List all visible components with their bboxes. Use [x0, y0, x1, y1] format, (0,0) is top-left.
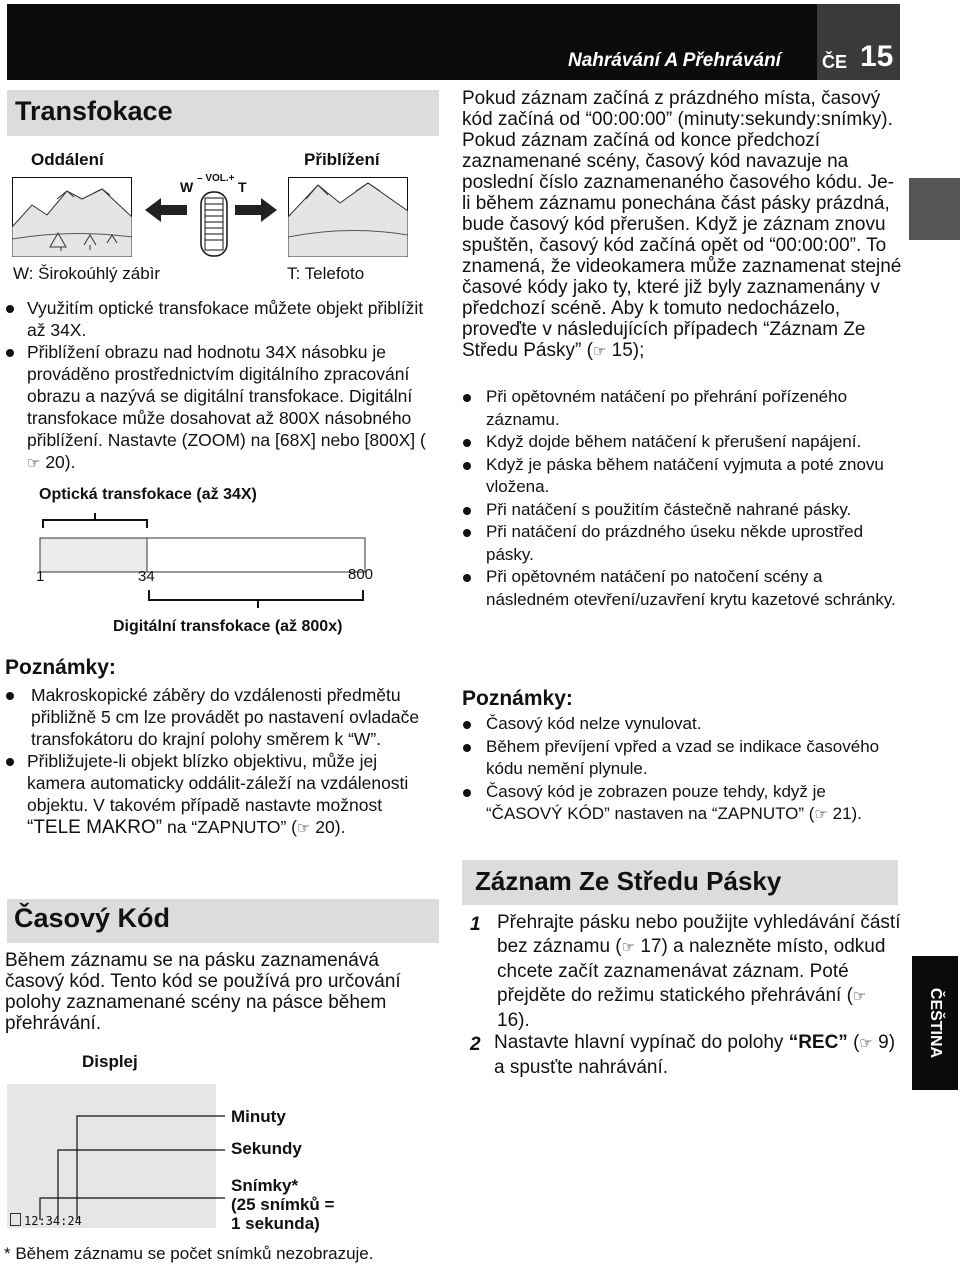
- tick-800: 800: [348, 566, 374, 583]
- notes-list: [5, 684, 435, 840]
- zaznam-heading: Záznam Ze Středu Pásky: [475, 866, 782, 896]
- list-item: Časový kód nelze vynulovat.: [462, 713, 902, 736]
- display-label: Displej: [82, 1052, 138, 1071]
- step-1-number: 1: [470, 914, 481, 935]
- list-item: Když je páska během natáčení vyjmuta a poté znovu vložena.: [462, 454, 902, 499]
- label-zoom-in: Přiblížení: [304, 150, 380, 169]
- arrow-left-icon: [145, 198, 187, 222]
- page-number: 15: [860, 40, 894, 73]
- resume-cases-list: [462, 386, 902, 611]
- list-item: Přibližujete-li objekt blízko objektivu, může jej kamera automaticky oddálit-záleží na vzdálenosti objektu. V takovém případě nastavte možnost “TELE MAKRO” na “ZAPNUTO” (☞ 20).: [5, 750, 435, 840]
- step-2-text: Nastavte hlavní vypínač do polohy “REC” (☞ 9) a spusťte nahrávání.: [494, 1032, 896, 1078]
- list-item: Časový kód je zobrazen pouze tehdy, když je “ČASOVÝ KÓD” nastaven na “ZAPNUTO” (☞ 21).: [462, 781, 902, 827]
- caption-wide: W: Širokoúhlý zábìr: [13, 264, 161, 283]
- arrow-right-icon: [235, 198, 277, 222]
- list-item: Makroskopické záběry do vzdálenosti předmětu přibližně 5 cm lze provádět po nastavení ovladače transfokátoru do krajní polohy směrem k “W”.: [5, 684, 435, 750]
- lever-t-label: T: [238, 179, 247, 195]
- step-1-text: Přehrajte pásku nebo použijte vyhledávání částí bez záznamu (☞ 17) a nalezněte místo, odkud chcete začít zaznamenávat záznam. Poté přejděte do režimu statického přehrávání (☞ 16).: [497, 912, 901, 1031]
- list-item: Při opětovném natáčení po natočení scény a následném otevření/uzavření krytu kazetové schránky.: [462, 566, 902, 611]
- transfokace-heading: Transfokace: [15, 96, 173, 126]
- hand-pointer-icon: ☞: [296, 820, 311, 837]
- side-language-label: ČEŠTINA: [927, 987, 945, 1059]
- hand-pointer-icon: ☞: [27, 455, 41, 472]
- list-item: Využitím optické transfokace můžete objekt přiblížit až 34X.: [5, 297, 435, 341]
- list-item: Přiblížení obrazu nad hodnotu 34X násobku je prováděno prostřednictvím digitálního zpracování obrazu a nazývá se digitální transfokace. Digitální transfokace může dosahovat až 800X násobného přiblížení. Nastavte (ZOOM) na [68X] nebo [800X] (☞ 20).: [5, 341, 435, 475]
- hand-pointer-icon: ☞: [852, 988, 867, 1005]
- lever-w-label: W: [180, 179, 194, 195]
- timecode-callout-lines: [0, 1100, 240, 1230]
- side-language-tab: [912, 956, 958, 1090]
- lever-vol-label: – VOL.+: [197, 173, 235, 184]
- transfokace-bullet-list: [5, 297, 435, 475]
- list-item: Při opětovném natáčení po přehrání pořízeného záznamu.: [462, 386, 902, 431]
- label-seconds: Sekundy: [231, 1139, 302, 1158]
- header-language-code: ČE: [822, 52, 848, 72]
- casovy-kod-paragraph: Během záznamu se na pásku zaznamenává časový kód. Tento kód se používá pro určování polohy zaznamenané scény na pásce během přehrávání.: [5, 950, 401, 1034]
- list-item: Když dojde během natáčení k přerušení napájení.: [462, 431, 902, 454]
- wide-angle-landscape-image: [12, 177, 132, 257]
- header-section-title: Nahrávání A Přehrávání: [568, 50, 781, 71]
- digital-zoom-label: Digitální transfokace (až 800x): [113, 618, 343, 635]
- caption-tele: T: Telefoto: [287, 264, 365, 283]
- telephoto-landscape-image: [288, 177, 408, 257]
- tick-1: 1: [36, 568, 45, 585]
- hand-pointer-icon: ☞: [814, 806, 828, 823]
- optical-zoom-label: Optická transfokace (až 34X): [39, 486, 257, 503]
- side-tab-marker: [909, 178, 960, 240]
- list-item: Při natáčení do prázdného úseku někde uprostřed pásky.: [462, 521, 902, 566]
- tick-34: 34: [138, 568, 155, 585]
- zoom-range-diagram: [36, 510, 368, 608]
- list-item: Při natáčení s použitím částečně nahrané pásky.: [462, 499, 902, 522]
- casovy-kod-heading: Časový Kód: [14, 903, 171, 933]
- label-minutes: Minuty: [231, 1107, 286, 1126]
- notes-heading-right: Poznámky:: [462, 687, 573, 710]
- hand-pointer-icon: ☞: [859, 1035, 873, 1052]
- label-zoom-out: Oddálení: [31, 150, 104, 169]
- notes-list-right: [462, 713, 902, 827]
- notes-heading: Poznámky:: [5, 656, 116, 679]
- step-2-number: 2: [470, 1034, 481, 1055]
- timecode-display: 12:34:24: [10, 1213, 82, 1228]
- hand-pointer-icon: ☞: [621, 939, 636, 956]
- list-item: Během převíjení vpřed a vzad se indikace časového kódu nemění plynule.: [462, 736, 902, 781]
- footnote: * Během záznamu se počet snímků nezobrazuje.: [4, 1244, 374, 1263]
- hand-pointer-icon: ☞: [592, 343, 607, 360]
- timecode-explanation: Pokud záznam začíná z prázdného místa, časový kód začíná od “00:00:00” (minuty:sekundy:snímky). Pokud záznam začíná od konce předchozí zaznamenané scény, časový kód navazuje na poslední číslo zaznamenaného časového kódu. Je-li během záznamu ponechána část pásky prázdná, bude časový kód přerušen. Když je záznam znovu spuštěn, časový kód začíná opět od “00:00:00”. To znamená, že videokamera může zaznamenat stejné časové kódy jako ty, které již byly zaznamenány v předchozí scéně. Aby k tomuto nedocházelo, proveďte v následujících případech “Záznam Ze Středu Pásky” (☞ 15);: [462, 88, 902, 361]
- zoom-lever-illustration: [145, 190, 277, 262]
- label-frames: Snímky* (25 snímků = 1 sekunda): [231, 1176, 335, 1233]
